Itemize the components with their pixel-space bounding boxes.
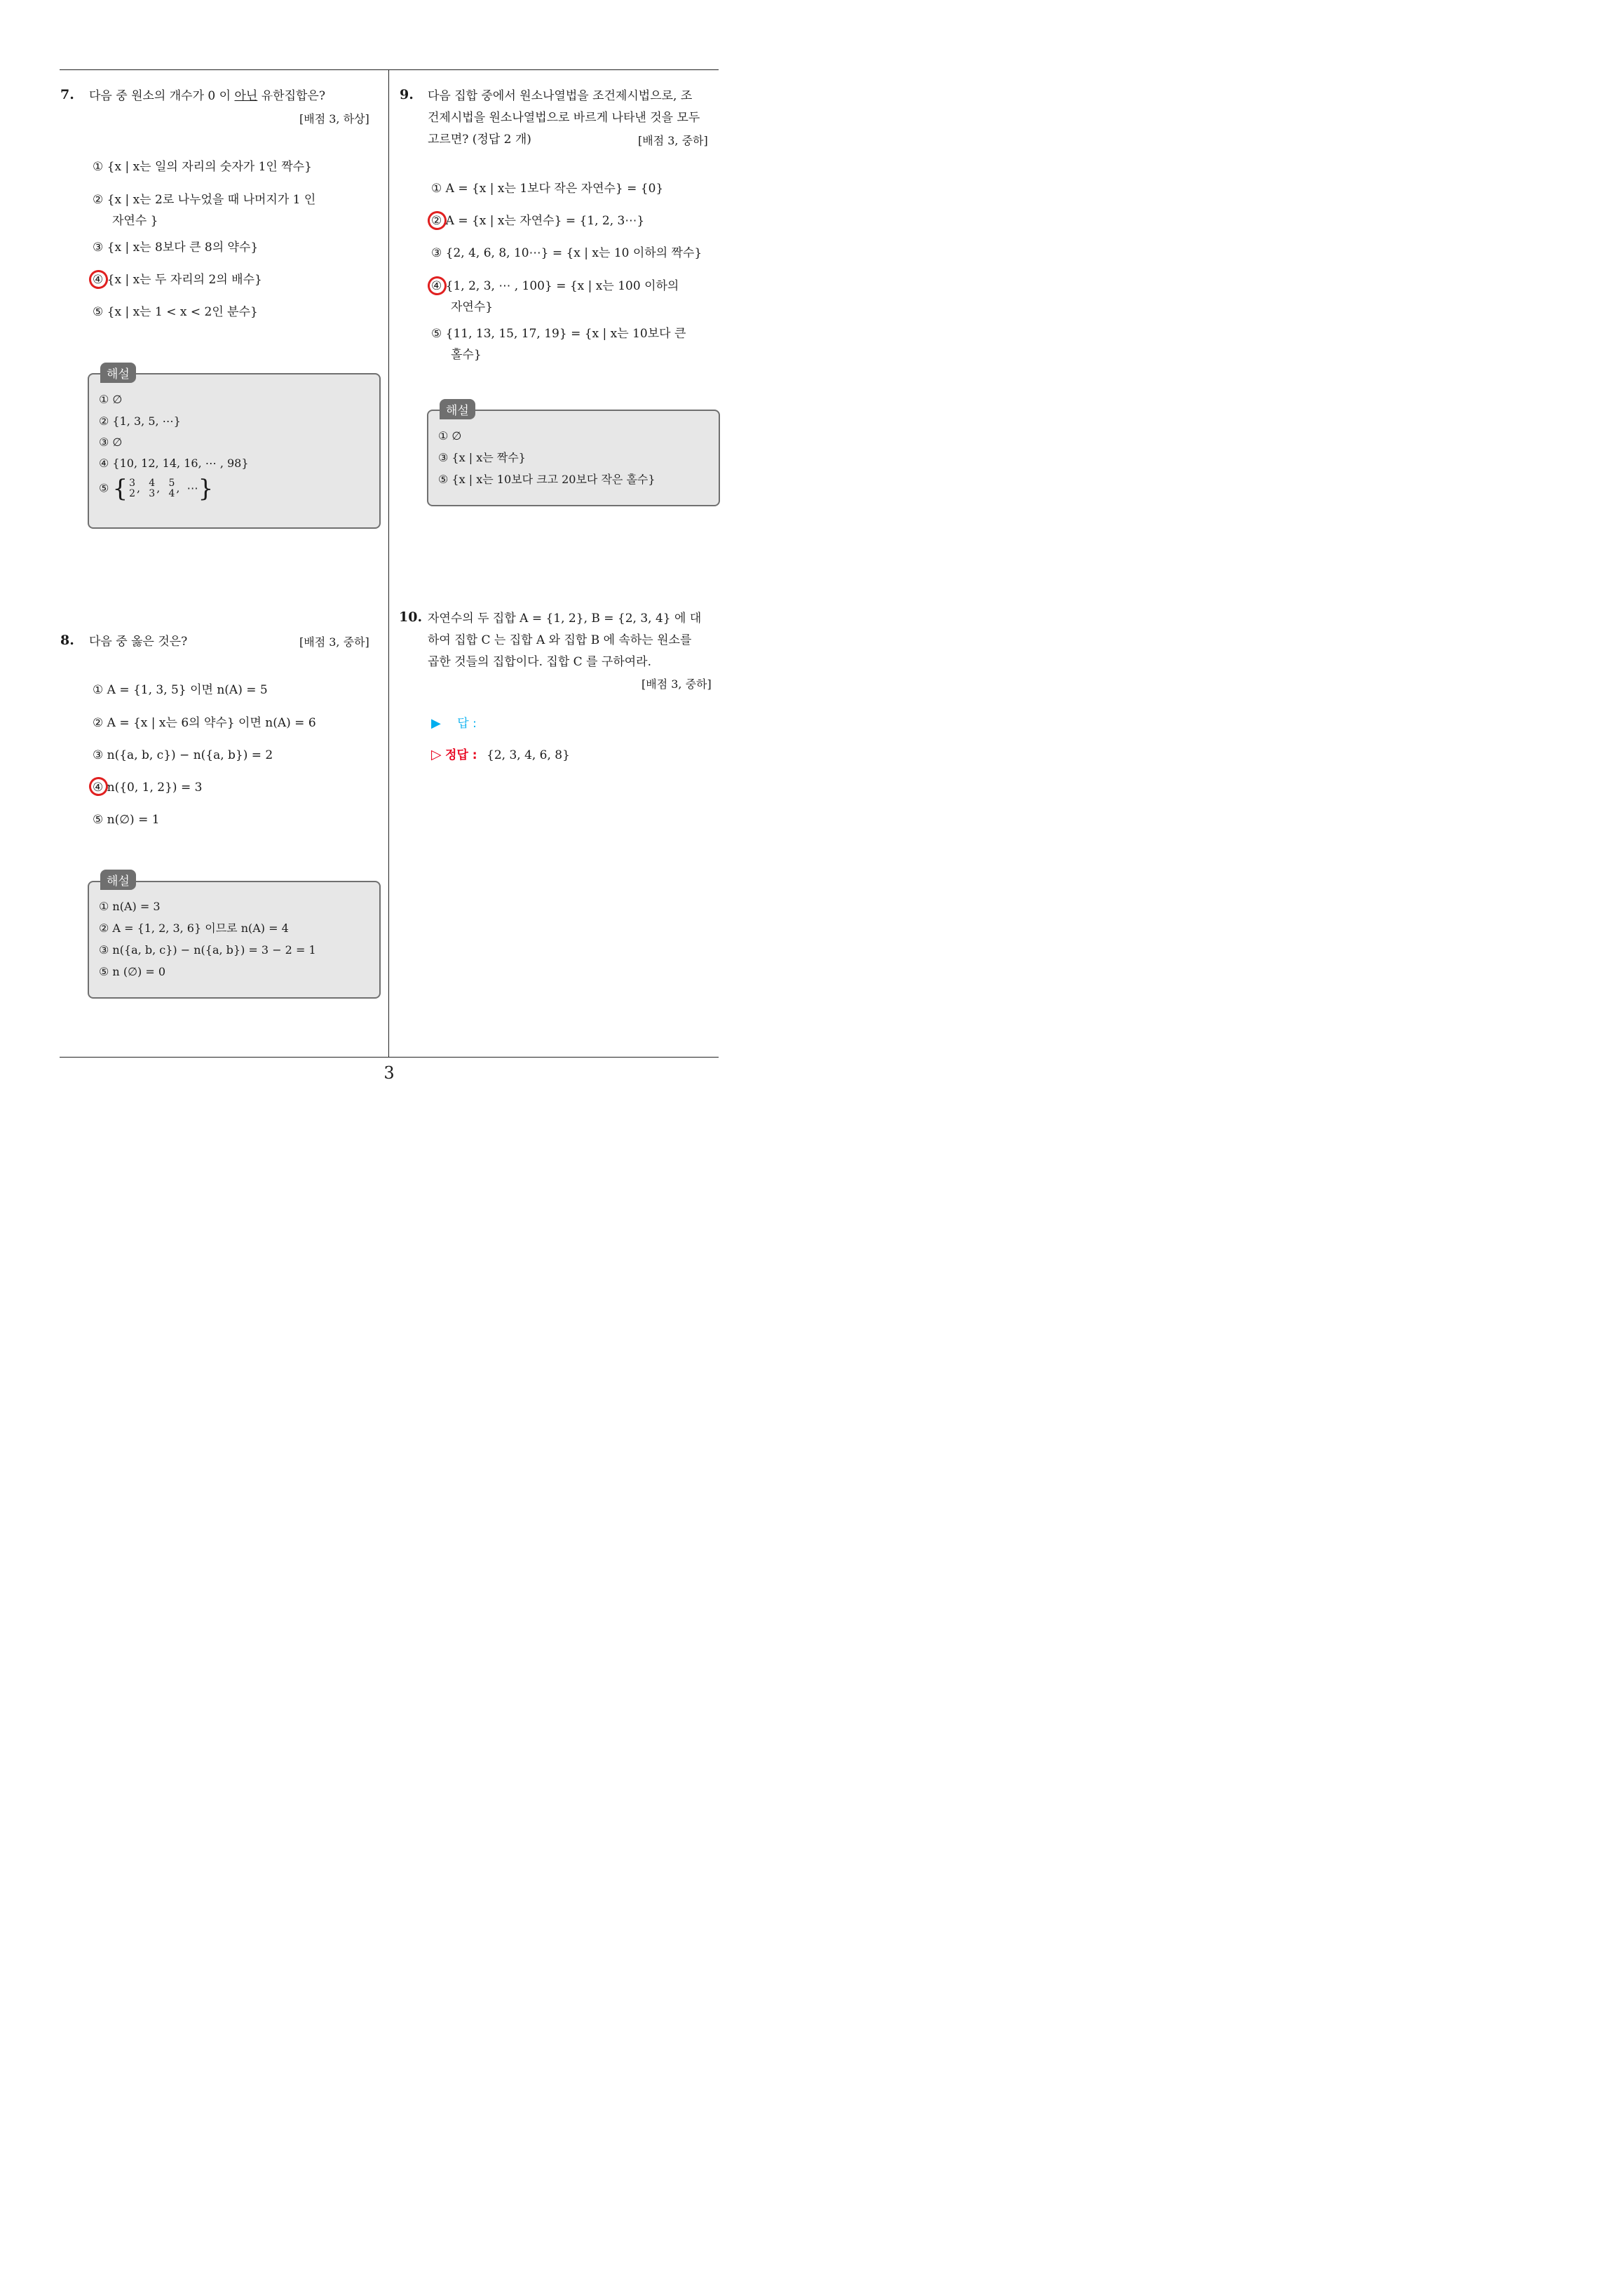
play-arrow-icon: ▶ <box>431 716 441 731</box>
fraction-3: 5 4 <box>168 478 175 499</box>
option-number: ② <box>93 193 104 207</box>
top-rule <box>60 69 719 70</box>
q9-number: 9. <box>400 87 414 102</box>
option-number: ① <box>93 160 104 174</box>
q9-option-3[interactable] <box>431 243 702 264</box>
q10-number: 10. <box>399 609 423 625</box>
line-number: ⑤ <box>99 481 109 495</box>
option-text: {x | x는 일의 자리의 숫자가 1인 짝수} <box>107 160 312 174</box>
option-number: ③ <box>93 241 104 255</box>
q7-explanation-line-1: ① ∅ <box>99 393 123 406</box>
q7-explanation-line-3: ③ ∅ <box>99 435 123 449</box>
q9-stem-line-2: 건제시법을 원소나열법으로 바르게 나타낸 것을 모두 <box>428 111 700 125</box>
option-number: ⑤ <box>93 813 104 827</box>
q8-explanation-line-3: ③ n({a, b, c}) − n({a, b}) = 3 − 2 = 1 <box>99 943 316 957</box>
q7-score: [배점 3, 하상] <box>299 112 369 126</box>
q9-explanation-tag: 해설 <box>440 399 475 419</box>
option-text: A = {1, 3, 5} 이면 n(A) = 5 <box>107 683 268 697</box>
q8-score: [배점 3, 중하] <box>299 635 369 649</box>
q9-explanation-line-1: ① ∅ <box>438 429 462 443</box>
q8-explanation-line-1: ① n(A) = 3 <box>99 900 161 913</box>
right-brace: } <box>198 475 214 503</box>
q8-option-3[interactable] <box>93 745 273 766</box>
q7-explanation-line-4: ④ {10, 12, 14, 16, ⋯ , 98} <box>99 457 249 470</box>
option-text: {x | x는 두 자리의 2의 배수} <box>107 273 262 287</box>
q9-stem-line-3: 고르면? (정답 2 개) <box>428 133 531 147</box>
q7-option-4[interactable] <box>93 269 262 290</box>
option-number: ③ <box>93 748 104 762</box>
q8-option-5[interactable] <box>93 809 160 830</box>
q9-explanation-line-3: ⑤ {x | x는 10보다 크고 20보다 작은 홀수} <box>438 473 656 486</box>
q7-stem-before: 다음 중 원소의 개수가 0 이 <box>89 89 235 103</box>
q7-option-3[interactable] <box>93 237 258 258</box>
q7-stem <box>89 86 325 107</box>
q9-explanation-line-2: ③ {x | x는 짝수} <box>438 451 526 464</box>
q8-explanation-line-2: ② A = {1, 2, 3, 6} 이므로 n(A) = 4 <box>99 921 289 935</box>
option-number: ③ <box>431 246 442 260</box>
option-number: ④ <box>93 781 104 795</box>
q9-option-4[interactable] <box>431 276 679 318</box>
page-number: 3 <box>383 1063 395 1083</box>
q9-stem-line-1: 다음 집합 중에서 원소나열법을 조건제시법으로, 조 <box>428 89 693 103</box>
q9-score: [배점 3, 중하] <box>638 134 708 147</box>
answer-label: 답 : <box>457 717 477 731</box>
column-divider <box>388 69 389 1057</box>
q9-option-1[interactable] <box>431 178 663 199</box>
left-brace: { <box>112 475 128 503</box>
option-text: {1, 2, 3, ⋯ , 100} = {x | x는 100 이하의 <box>445 279 679 293</box>
option-number: ④ <box>93 273 104 287</box>
answer-input-row[interactable] <box>431 713 477 731</box>
q7-explanation-line-5: ⑤ { 3 2 , 4 3 , 5 4 , ⋯} <box>99 475 214 503</box>
q7-explanation-line-2: ② {1, 3, 5, ⋯} <box>99 414 181 428</box>
q8-option-1[interactable] <box>93 680 268 701</box>
option-text: n({0, 1, 2}) = 3 <box>107 781 203 795</box>
option-number: ④ <box>431 279 442 293</box>
outline-arrow-icon: ▷ <box>431 747 442 762</box>
option-number: ① <box>93 683 104 697</box>
q8-explanation-tag: 해설 <box>100 870 136 890</box>
option-number: ⑤ <box>93 305 104 319</box>
option-text: A = {x | x는 6의 약수} 이면 n(A) = 6 <box>107 716 316 730</box>
q8-stem: 다음 중 옳은 것은? <box>89 635 188 649</box>
q7-number: 7. <box>60 87 74 102</box>
option-text: {11, 13, 15, 17, 19} = {x | x는 10보다 큰 <box>445 327 686 341</box>
q7-explanation-tag: 해설 <box>100 363 136 383</box>
q10-stem-line-2: 하여 집합 C 는 집합 A 와 집합 B 에 속하는 원소를 <box>428 633 692 647</box>
option-text: {x | x는 8보다 큰 8의 약수} <box>107 241 259 255</box>
q7-stem-underlined: 아닌 <box>234 89 258 103</box>
option-number: ⑤ <box>431 327 442 341</box>
q7-option-1[interactable] <box>93 156 312 177</box>
correct-answer-row <box>431 745 570 762</box>
option-number: ② <box>431 214 442 228</box>
option-text: {x | x는 2로 나누었을 때 나머지가 1 인 <box>107 193 316 207</box>
option-text: A = {x | x는 1보다 작은 자연수} = {0} <box>445 182 664 196</box>
q9-option-5[interactable] <box>431 323 686 365</box>
option-number: ① <box>431 182 442 196</box>
q8-option-2[interactable] <box>93 713 316 734</box>
option-number: ② <box>93 716 104 730</box>
q7-explanation-box <box>88 373 381 529</box>
q7-option-5[interactable] <box>93 302 258 323</box>
option-text: n({a, b, c}) − n({a, b}) = 2 <box>107 748 273 762</box>
bottom-rule <box>60 1057 719 1058</box>
option-text: A = {x | x는 자연수} = {1, 2, 3⋯} <box>445 214 645 228</box>
q7-stem-after: 유한집합은? <box>257 89 325 103</box>
q10-stem-line-3: 곱한 것들의 집합이다. 집합 C 를 구하여라. <box>428 655 651 669</box>
option-text-continued: 자연수 } <box>112 214 158 228</box>
q8-option-4[interactable] <box>93 777 202 798</box>
option-text-continued: 자연수} <box>451 300 494 314</box>
option-text-continued: 홀수} <box>451 348 482 362</box>
fraction-1: 3 2 <box>129 478 135 499</box>
option-text: {2, 4, 6, 8, 10⋯} = {x | x는 10 이하의 짝수} <box>445 246 702 260</box>
q8-number: 8. <box>60 633 74 648</box>
q8-explanation-line-4: ⑤ n (∅) = 0 <box>99 965 165 978</box>
option-text: {x | x는 1 < x < 2인 분수} <box>107 305 258 319</box>
ellipsis: ⋯ <box>186 481 198 495</box>
fraction-2: 4 3 <box>149 478 156 499</box>
q10-stem-line-1: 자연수의 두 집합 A = {1, 2}, B = {2, 3, 4} 에 대 <box>428 612 702 626</box>
option-text: n(∅) = 1 <box>107 813 160 827</box>
correct-value: {2, 3, 4, 6, 8} <box>487 748 570 762</box>
q9-option-2[interactable] <box>431 210 644 231</box>
q10-score: [배점 3, 중하] <box>641 677 712 691</box>
q7-option-2[interactable] <box>93 189 315 231</box>
correct-label: 정답 : <box>445 748 477 762</box>
